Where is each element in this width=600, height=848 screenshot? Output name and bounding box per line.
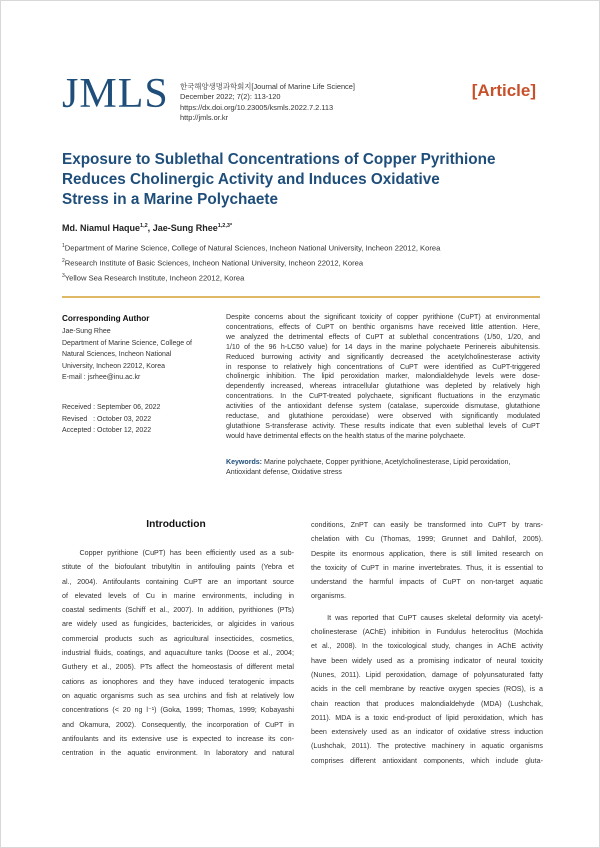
affiliation-text: Yellow Sea Research Institute, Incheon 22012, Korea (64, 273, 245, 283)
body-line: chain reaction that produces malondialdehyde (MDA) (Lushchak, (311, 699, 543, 708)
body-line: industrial fluids, coatings, and aquaculture tanks (Doose et al., 2004; (62, 649, 294, 658)
accepted-date: Accepted : October 12, 2022 (62, 427, 152, 435)
affiliation-item (62, 240, 440, 255)
abstract-line: 1/10 of the 96 h-LC50 value) for 14 days in the marine polychaete Perinereis aibuhitensis. (226, 343, 540, 351)
body-line: 2011). MDA is a toxic end-product of lipid peroxidation, which has (311, 713, 543, 722)
body-line: and Okamura, 2002). Consequently, the incorporation of CuPT in (62, 720, 294, 729)
body-line: of elevated levels of Cu in marine environments, including in (62, 591, 294, 600)
journal-name: 한국해양생명과학회지[Journal of Marine Life Science] (180, 82, 355, 91)
journal-logo: JMLS (62, 71, 169, 117)
abstract-line: dependently increased, whereas intracellular glutathione was depleted by relatively high (226, 383, 540, 391)
author-affil-marker: 1,2,3* (217, 223, 233, 229)
body-line: have been widely used as a promising indicator of neural toxicity (311, 656, 543, 665)
abstract-line: reductase, and glutathione peroxidase) were observed with significantly modulated (226, 413, 540, 421)
body-column-left (62, 546, 294, 760)
corresponding-author-heading: Corresponding Author (62, 314, 150, 323)
body-line: It was reported that CuPT causes skeletal deformity via acetyl- (311, 613, 543, 622)
body-line: acids in the cell membrane by reactive oxygen species (ROS), is a (311, 685, 543, 694)
article-type-label: [Article] (471, 81, 536, 100)
author-list (62, 223, 232, 233)
corresponding-email[interactable]: E-mail : jsrhee@inu.ac.kr (62, 374, 141, 382)
author-separator: , (147, 223, 153, 233)
body-line: comprises different antioxidant components, which include gluta- (311, 756, 543, 765)
abstract (226, 313, 540, 442)
abstract-line: would have detrimental effects on the health status of the marine polychaete. (226, 432, 466, 440)
affiliation-number: 3 (62, 272, 65, 279)
introduction-heading: Introduction (146, 519, 206, 530)
author-name: Jae-Sung Rhee (152, 223, 218, 233)
title-line: Stress in a Marine Polychaete (62, 191, 278, 208)
keywords (226, 458, 540, 478)
section-divider (62, 296, 540, 298)
author-name: Md. Niamul Haque (62, 223, 141, 233)
body-line: Despite its enormous application, there is still limited research on (311, 549, 543, 558)
body-line: et al., 2008). In the toxicological study, changes in AChE activity (311, 642, 543, 651)
affiliation-text: Research Institute of Basic Sciences, Incheon National University, Incheon 22012, Korea (64, 258, 364, 268)
body-line: centration in the aquatic environment. In laboratory and natural (62, 749, 294, 758)
keywords-line (226, 458, 540, 468)
corresponding-author-info (62, 326, 212, 384)
body-line: commercial products such as agricultural insecticides, cosmetics, (62, 634, 294, 643)
corresponding-line: Department of Marine Science, College of (62, 339, 192, 347)
received-date: Received : September 06, 2022 (62, 404, 161, 411)
revised-date: Revised : October 03, 2022 (62, 415, 152, 423)
keywords-label: Keywords: (226, 459, 263, 466)
doi-link[interactable]: https://dx.doi.org/10.23005/ksmls.2022.7.2.113 (180, 102, 334, 112)
body-line: conditions, ZnPT can easily be transformed into CuPT by trans- (311, 521, 543, 529)
abstract-line: concentrations, effects of CuPT on benthic organisms have received little attention. Here, (226, 323, 540, 331)
corresponding-line: Jae-Sung Rhee (62, 328, 111, 335)
body-line: are widely used as fungicides, bactericides, or algicides in various (62, 620, 294, 629)
body-line: al., 2004). Antifoulants containing CuPT are an important source (62, 577, 294, 586)
keywords-list: Marine polychaete, Copper pyrithione, Acetylcholinesterase, Lipid peroxidation, (262, 459, 511, 466)
journal-url[interactable]: http://jmls.or.kr (180, 112, 229, 122)
paper-title (62, 150, 542, 210)
body-line: Guthery et al., 2005). PTs affect the homeostasis of different metal (62, 663, 294, 672)
abstract-line: we analyzed the detrimental effects of CuPT at sublethal concentrations (1/50, 1/20, and (226, 333, 540, 341)
title-line: Reduces Cholinergic Activity and Induces Oxidative (62, 171, 440, 188)
corresponding-line: University, Incheon 22012, Korea (62, 362, 165, 370)
abstract-line: Reduced burrowing activity and significantly decreased the acetylcholinesterase activity (226, 353, 540, 361)
body-line: Copper pyrithione (CuPT) has been efficiently used as a sub- (62, 549, 294, 557)
abstract-line: cholinergic inhibition. The lipid peroxidation marker, malondialdehyde levels were dose- (226, 373, 540, 381)
paragraph-gap (311, 604, 543, 611)
body-line: concentrations (< 20 ng l⁻¹) (Goka, 1999; Thomas, 1999; Kobayashi (62, 706, 294, 715)
body-line: (Lushchak, 2011). The protective machinery in aquatic organisms (311, 742, 543, 751)
corresponding-line: Natural Sciences, Incheon National (62, 351, 172, 359)
body-line: organisms. (311, 592, 346, 601)
body-line: chelation with Cu (Thomas, 1999; Grunnet and Dahllof, 2005). (311, 535, 543, 544)
title-line: Exposure to Sublethal Concentrations of Copper Pyrithione (62, 151, 496, 168)
affiliations (62, 240, 440, 285)
keywords-list-cont: Antioxidant defense, Oxidative stress (226, 468, 342, 476)
body-line: understand the harmful impacts of CuPT on non-target aquatic (311, 578, 543, 587)
abstract-line: glutathione S-transferase activity. These results indicate that even sublethal levels of CuPT (226, 422, 540, 430)
body-line: been extensively used as an indicator of oxidative stress induction (311, 728, 543, 737)
affiliation-text: Department of Marine Science, College of Natural Sciences, Incheon National University, Incheon 22012, Korea (64, 243, 441, 253)
body-line: the toxicity of CuPT in marine invertebrates. Thus, it is essential to (311, 563, 543, 572)
body-line: (Nunes, 2011). Lipid peroxidation, damage of polyunsaturated fatty (311, 670, 543, 679)
body-line: on aquatic organisms such as sea urchins and fish at relatively low (62, 691, 294, 700)
body-line: cations as ionophores and they have induced teratogenic impacts (62, 677, 294, 686)
affiliation-item (62, 270, 440, 285)
journal-meta (180, 82, 420, 123)
abstract-line: Despite concerns about the significant toxicity of copper pyrithione (CuPT) at environmental (226, 314, 540, 321)
affiliation-item (62, 255, 440, 270)
body-line: coastal sediments (Schiff et al., 2007). In addition, pyrithiones (PTs) (62, 606, 294, 615)
body-line: cholinesterase (AChE) inhibition in Fundulus heteroclitus (Mochida (311, 628, 543, 637)
abstract-line: concentrations. In the CuPT-treated polychaete, significant fluctuations in the enzymatic (226, 393, 540, 401)
submission-dates (62, 402, 160, 437)
affiliation-number: 2 (62, 257, 65, 264)
body-column-right (311, 518, 543, 768)
abstract-line: in response to relatively high concentrations of CuPT were identified as CuPT-triggered (226, 363, 540, 371)
journal-issue: December 2022; 7(2): 113-120 (180, 92, 281, 102)
abstract-line: activities of the antioxidant defense system (catalase, superoxide dismutase, glutathione (226, 403, 540, 411)
author-affil-marker: 1,2 (140, 223, 148, 229)
body-line: stitute of the biofoulant tributyltin in antifouling paints (Yebra et (62, 563, 294, 572)
affiliation-number: 1 (62, 243, 65, 249)
body-line: antifoulants and its extensive use is expected to increase its con- (62, 734, 294, 743)
